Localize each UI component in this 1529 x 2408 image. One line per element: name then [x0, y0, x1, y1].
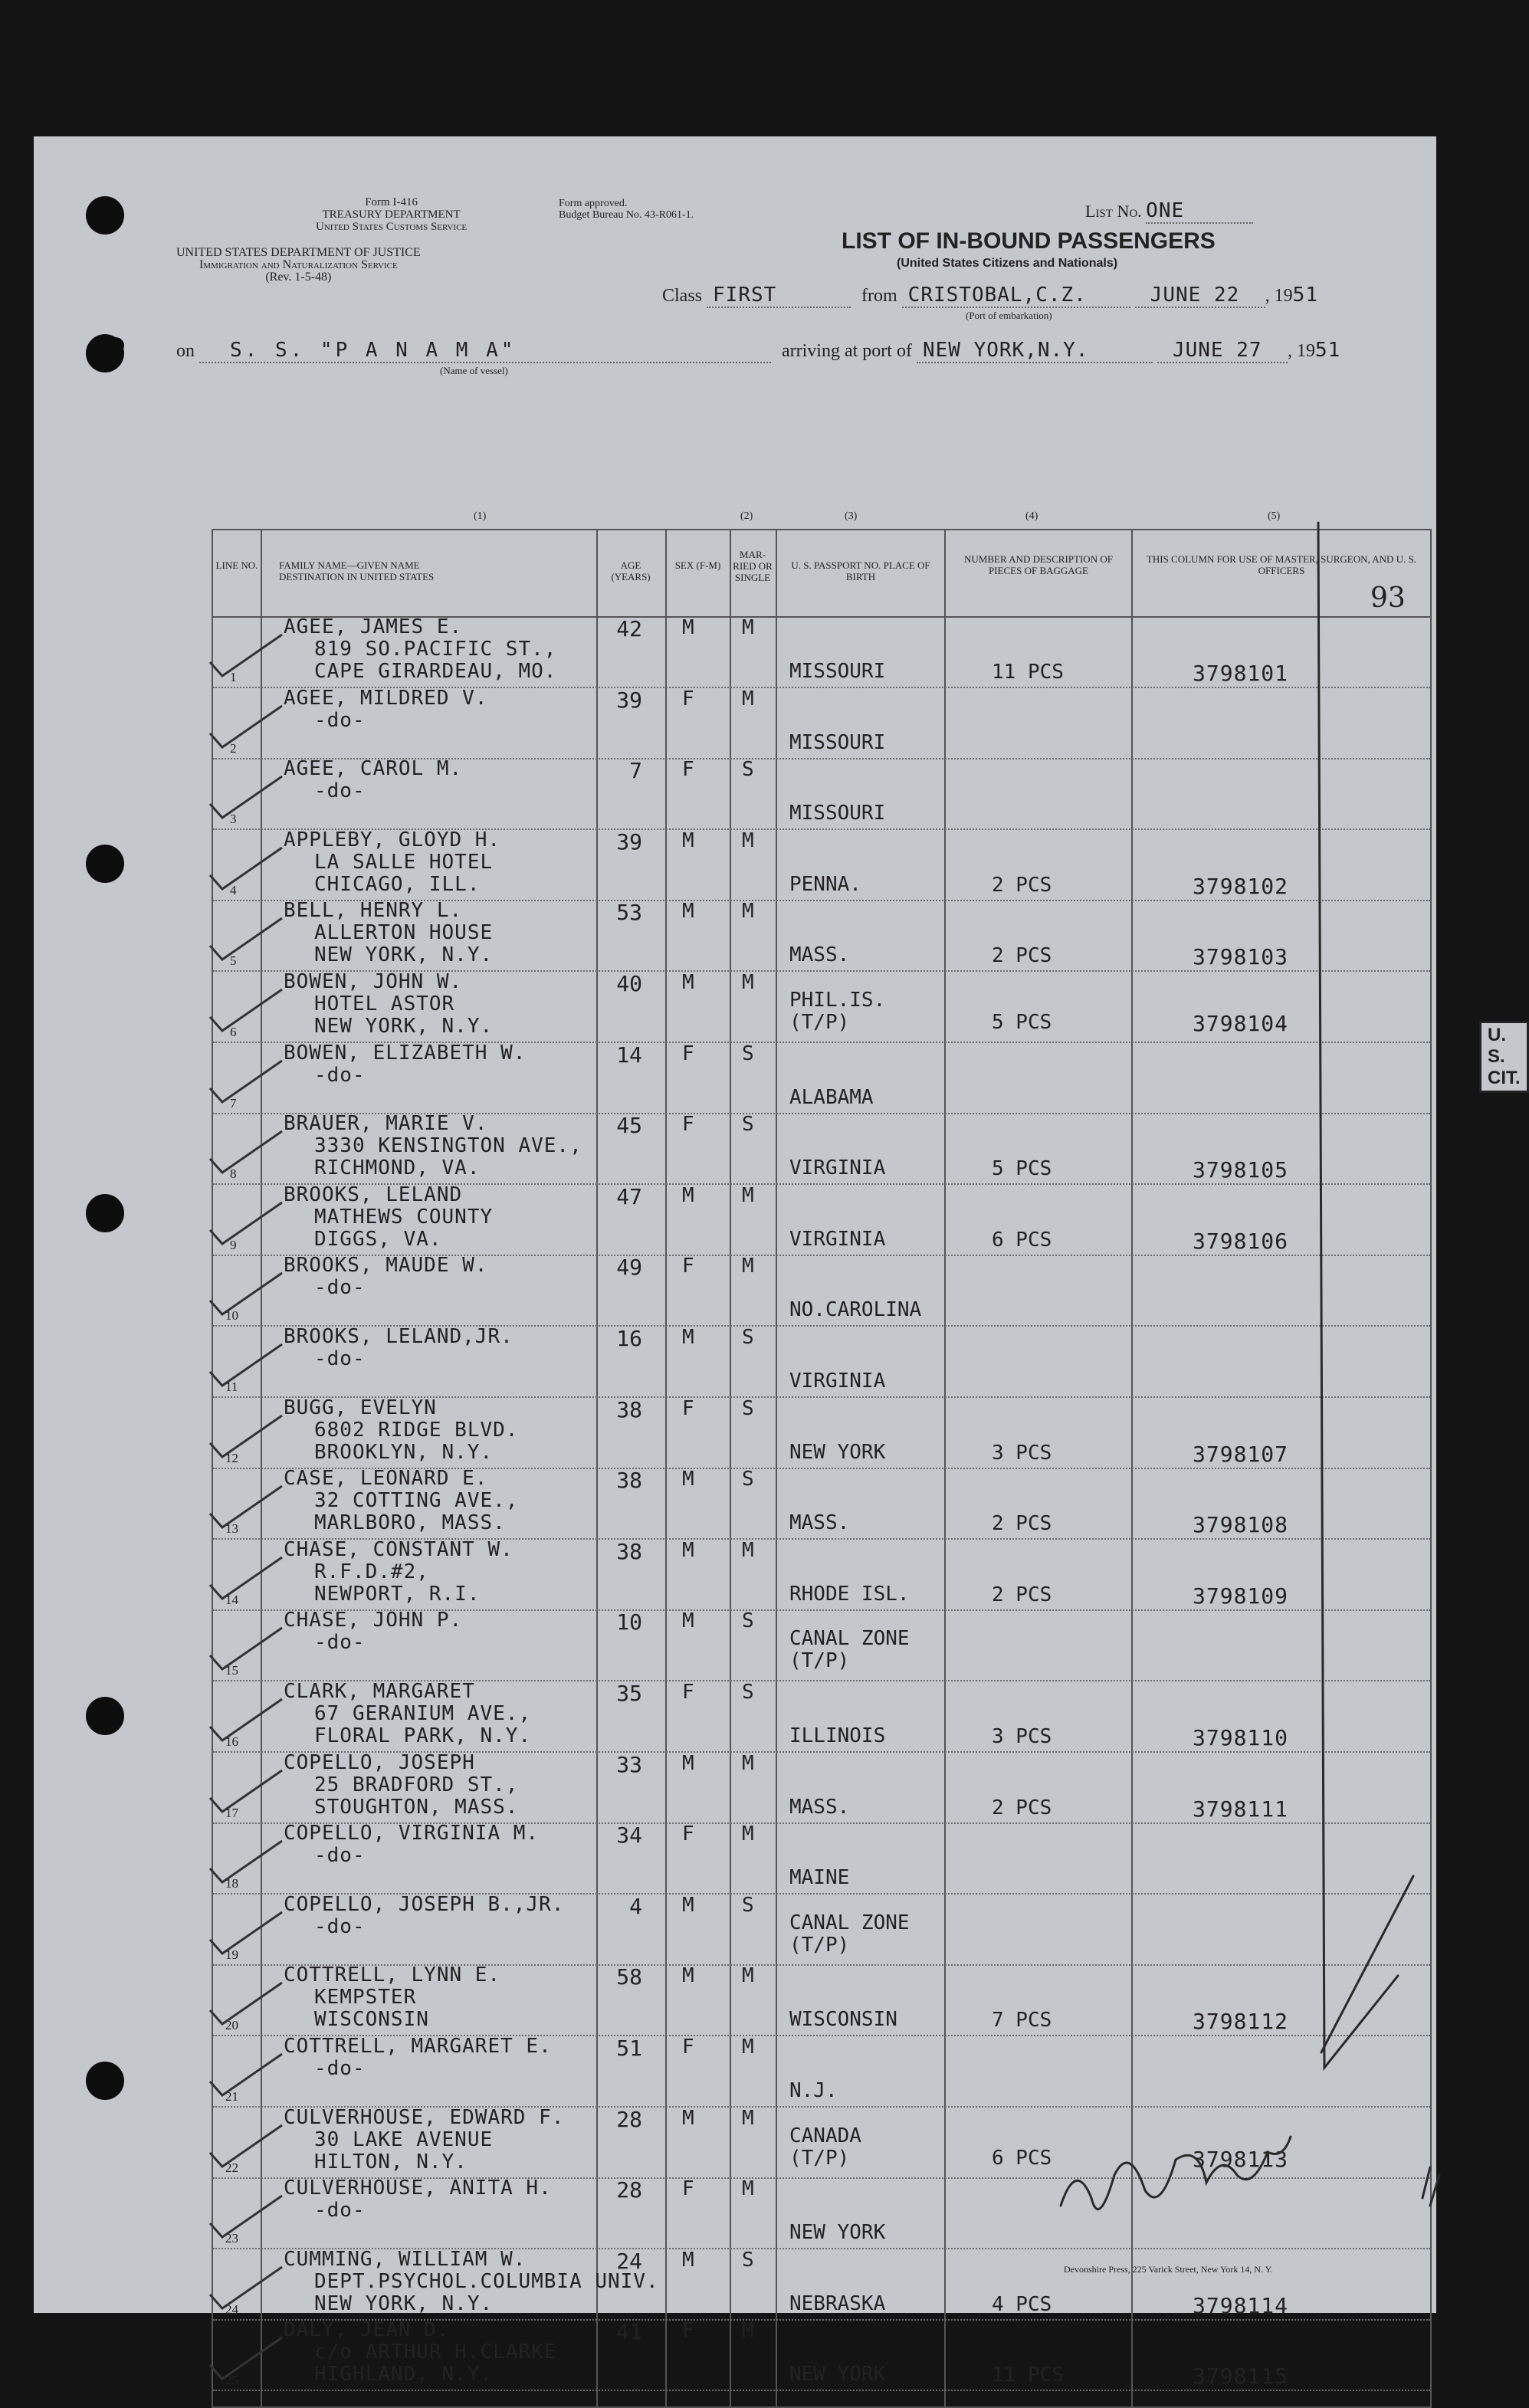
destination-line: FLORAL PARK, N.Y.	[314, 1724, 532, 1747]
marital-status: M	[742, 1751, 754, 1775]
passenger-name: COPELLO, JOSEPH	[284, 1750, 475, 1774]
check-mark-icon	[208, 2334, 285, 2380]
line-number: 17	[225, 1805, 238, 1820]
ink-initials	[1422, 2167, 1439, 2206]
page-number: 93	[1370, 582, 1406, 614]
place-of-birth: RHODE ISL.	[789, 1582, 910, 1606]
sex: M	[682, 1609, 694, 1633]
age: 38	[616, 1538, 642, 1564]
place-of-birth: NEBRASKA	[789, 2292, 886, 2315]
line-number: 2	[230, 740, 237, 756]
place-note: (T/P)	[789, 1933, 850, 1957]
place-of-birth: MAINE	[789, 1866, 850, 1890]
age: 28	[616, 2177, 642, 2203]
approval-line2: Budget Bureau No. 43-R061-1.	[559, 209, 694, 221]
marital-status: S	[742, 2248, 754, 2272]
binder-hole	[86, 1697, 124, 1735]
destination-line: MATHEWS COUNTY	[314, 1205, 494, 1229]
marital-status: S	[742, 1396, 754, 1420]
sex: M	[682, 2106, 694, 2130]
passport-number: 3798114	[1193, 2292, 1289, 2318]
passenger-name: BROOKS, MAUDE W.	[284, 1254, 488, 1278]
age: 47	[616, 1183, 642, 1209]
marital-status: S	[742, 1326, 754, 1349]
passport-number: 3798109	[1193, 1583, 1289, 1609]
form-subtitle: (United States Citizens and Nationals)	[897, 257, 1118, 270]
destination-line: 3330 KENSINGTON AVE.,	[314, 1134, 582, 1158]
sex: M	[682, 1751, 694, 1775]
place-of-birth: CANADA	[789, 2124, 861, 2147]
destination-line: NEW YORK, N.Y.	[314, 943, 494, 967]
list-no-value: ONE	[1146, 199, 1253, 224]
passenger-name: APPLEBY, GLOYD H.	[284, 828, 501, 851]
baggage-pieces: 2 PCS	[992, 1796, 1052, 1819]
sex: F	[682, 1042, 694, 1065]
col-num-1: (1)	[474, 510, 487, 522]
line-number: 24	[225, 2301, 238, 2317]
place-of-birth: NO.CAROLINA	[789, 1298, 922, 1322]
port-of-embarkation: CRISTOBAL,C.Z.	[902, 284, 1130, 308]
line-number: 14	[225, 1592, 238, 1607]
marital-status: S	[742, 1893, 754, 1917]
destination-line: -do-	[314, 1631, 366, 1655]
destination-line: DIGGS, VA.	[314, 1227, 442, 1251]
place-of-birth: CANAL ZONE	[789, 1627, 910, 1651]
destination-line: STOUGHTON, MASS.	[314, 1795, 519, 1819]
marital-status: M	[742, 1822, 754, 1846]
line-number: 13	[225, 1521, 238, 1537]
place-note: (T/P)	[789, 1649, 850, 1673]
binder-hole	[86, 2062, 124, 2100]
justice-dept-title: UNITED STATES DEPARTMENT OF JUSTICE	[176, 246, 421, 259]
baggage-pieces: 11 PCS	[992, 2364, 1064, 2387]
customs-service: United States Customs Service	[316, 221, 468, 233]
marital-status: M	[742, 2036, 754, 2059]
age: 38	[616, 1396, 642, 1422]
col-num-5: (5)	[1268, 510, 1281, 522]
marital-status: M	[742, 1538, 754, 1562]
destination-line: HILTON, N.Y.	[314, 2150, 468, 2173]
form-number-text: Form I-416	[365, 196, 418, 208]
place-of-birth: NEW YORK	[789, 2221, 886, 2245]
header-age: AGE (YEARS)	[611, 559, 651, 582]
destination-line: WISCONSIN	[314, 2008, 429, 2032]
destination-line: -do-	[314, 2057, 366, 2080]
header-married: MAR-RIED OR SINGLE	[733, 549, 773, 583]
baggage-pieces: 4 PCS	[992, 2292, 1052, 2316]
sex: M	[682, 2248, 694, 2272]
age: 35	[616, 1681, 642, 1706]
destination-line: -do-	[314, 1914, 366, 1938]
marital-status: S	[742, 758, 754, 782]
destination-line: -do-	[314, 1063, 366, 1087]
baggage-pieces: 5 PCS	[992, 1157, 1052, 1181]
passport-number: 3798115	[1193, 2364, 1289, 2390]
class-value: FIRST	[707, 284, 851, 308]
binder-hole	[86, 845, 124, 883]
line-number: 11	[225, 1380, 238, 1394]
place-of-birth: PENNA.	[789, 872, 861, 896]
age: 42	[616, 616, 642, 641]
sex: M	[682, 1468, 694, 1491]
line-number: 1	[230, 670, 237, 684]
place-of-birth: CANAL ZONE	[789, 1911, 910, 1934]
age: 38	[616, 1468, 642, 1494]
passenger-name: BRAUER, MARIE V.	[284, 1112, 488, 1136]
passport-number: 3798112	[1193, 2009, 1289, 2035]
from-label: from	[861, 286, 897, 306]
age: 24	[616, 2248, 642, 2274]
sex: M	[682, 1964, 694, 1988]
sex: F	[682, 2036, 694, 2059]
line-number: 12	[225, 1450, 238, 1465]
line-number: 21	[225, 2089, 238, 2104]
passenger-name: CHASE, JOHN P.	[284, 1609, 463, 1632]
age: 33	[616, 1751, 642, 1777]
age: 4	[629, 1893, 642, 1919]
marital-status: M	[742, 1964, 754, 1988]
line-number: 16	[225, 1734, 238, 1749]
destination-line: -do-	[314, 2199, 366, 2223]
age: 16	[616, 1326, 642, 1351]
passenger-name-block	[284, 2319, 556, 2386]
place-of-birth: VIRGINIA	[789, 1227, 886, 1251]
passport-number: 3798103	[1193, 944, 1289, 970]
line-number: 9	[230, 1237, 237, 1252]
destination-line: -do-	[314, 1347, 366, 1370]
place-of-birth: MISSOURI	[789, 730, 886, 754]
baggage-pieces: 5 PCS	[992, 1011, 1052, 1034]
age: 49	[616, 1255, 642, 1281]
destination-line: -do-	[314, 779, 366, 803]
age: 41	[616, 2319, 642, 2345]
passport-number: 3798101	[1193, 661, 1289, 686]
age: 39	[616, 687, 642, 713]
revision: (Rev. 1-5-48)	[265, 271, 332, 284]
approval-line1: Form approved.	[559, 198, 628, 209]
destination-line: 25 BRADFORD ST.,	[314, 1773, 519, 1796]
sex: F	[682, 1822, 694, 1846]
signature-scrawl	[1061, 2137, 1291, 2210]
marital-status: S	[742, 1609, 754, 1633]
line-number: 18	[225, 1876, 238, 1891]
departure-date: JUNE 22	[1135, 284, 1265, 308]
baggage-pieces: 3 PCS	[992, 1725, 1052, 1748]
line-number: 4	[230, 882, 237, 897]
marital-status: M	[742, 2319, 754, 2343]
age: 53	[616, 900, 642, 926]
depart-year: 51	[1292, 284, 1318, 307]
destination-line: LA SALLE HOTEL	[314, 850, 494, 874]
destination-line: NEWPORT, R.I.	[314, 1582, 481, 1606]
place-of-birth: VIRGINIA	[789, 1156, 886, 1180]
destination-line: 6802 RIDGE BLVD.	[314, 1418, 519, 1442]
col-num-3: (3)	[845, 510, 858, 522]
marital-status: M	[742, 2177, 754, 2201]
place-of-birth: N.J.	[789, 2079, 838, 2102]
depart-year-prefix: , 19	[1265, 286, 1293, 306]
age: 28	[616, 2106, 642, 2132]
destination-line: 32 COTTING AVE.,	[314, 1489, 519, 1513]
destination-line: CHICAGO, ILL.	[314, 872, 481, 896]
passenger-name: AGEE, CAROL M.	[284, 757, 463, 781]
header-passport: U. S. PASSPORT NO. PLACE OF BIRTH	[791, 559, 930, 582]
passenger-name: COPELLO, JOSEPH B.,JR.	[284, 1892, 565, 1916]
marital-status: M	[742, 1183, 754, 1207]
baggage-pieces: 2 PCS	[992, 944, 1052, 968]
place-of-birth: MASS.	[789, 943, 850, 967]
destination-line: MARLBORO, MASS.	[314, 1511, 506, 1535]
arrival-date: JUNE 27	[1157, 339, 1288, 363]
passport-number: 3798104	[1193, 1011, 1289, 1036]
destination-line: NEW YORK, N.Y.	[314, 1015, 494, 1038]
marital-status: M	[742, 900, 754, 924]
passenger-name: CULVERHOUSE, ANITA H.	[284, 2177, 552, 2200]
destination-line: ALLERTON HOUSE	[314, 921, 494, 945]
destination-line: RICHMOND, VA.	[314, 1156, 481, 1180]
place-of-birth: WISCONSIN	[789, 2008, 897, 2032]
passenger-name: CASE, LEONARD E.	[284, 1467, 488, 1491]
age: 7	[629, 758, 642, 784]
marital-status: M	[742, 828, 754, 852]
destination-line: c/o ARTHUR H.CLARKE	[314, 2341, 557, 2364]
line-number: 22	[225, 2160, 238, 2175]
check-mark-stroke	[210, 2337, 282, 2379]
age: 39	[616, 828, 642, 855]
handwriting-overlay	[34, 136, 1436, 2313]
passenger-name: CULVERHOUSE, EDWARD F.	[284, 2105, 565, 2129]
passport-number: 3798106	[1193, 1228, 1289, 1254]
header-sex: SEX (F-M)	[674, 559, 721, 571]
arrival-year: 51	[1314, 339, 1341, 362]
header-line-no: LINE NO.	[215, 559, 258, 571]
binder-hole	[86, 196, 124, 235]
sex: M	[682, 971, 694, 994]
sex: M	[682, 1893, 694, 1917]
place-of-birth: MASS.	[789, 1511, 850, 1535]
passenger-name: BROOKS, LELAND,JR.	[284, 1325, 513, 1348]
marital-status: M	[742, 616, 754, 639]
col-num-2: (2)	[740, 510, 753, 522]
passport-number: 3798110	[1193, 1725, 1289, 1750]
destination-line: -do-	[314, 1844, 366, 1868]
place-of-birth: VIRGINIA	[789, 1370, 886, 1393]
table-row	[213, 2319, 1430, 2391]
passport-number: 3798107	[1193, 1441, 1289, 1467]
ink-margin-line	[1318, 523, 1398, 2068]
on-label: on	[176, 341, 195, 361]
sex: F	[682, 2319, 694, 2343]
place-note: (T/P)	[789, 2146, 850, 2170]
destination-line: -do-	[314, 708, 366, 732]
destination-line: BROOKLYN, N.Y.	[314, 1440, 494, 1464]
arrival-year-prefix: , 19	[1287, 341, 1315, 361]
destination-line: HIGHLAND, N.Y.	[314, 2363, 494, 2387]
age: 14	[616, 1042, 642, 1068]
binder-hole-small	[107, 337, 124, 354]
passport-number: 3798113	[1193, 2146, 1289, 2172]
marital-status: M	[742, 2106, 754, 2130]
passenger-name: CUMMING, WILLIAM W.	[284, 2247, 527, 2271]
marital-status: M	[742, 971, 754, 994]
passport-number: 3798105	[1193, 1157, 1289, 1183]
passenger-name: BROOKS, LELAND	[284, 1183, 463, 1206]
baggage-pieces: 11 PCS	[992, 661, 1064, 684]
sex: F	[682, 687, 694, 710]
ink-slash	[1321, 1876, 1413, 2052]
place-of-birth: MISSOURI	[789, 660, 886, 683]
passenger-name: BOWEN, JOHN W.	[284, 970, 463, 993]
line-number: 8	[230, 1166, 237, 1182]
passport-number: 3798111	[1193, 1796, 1289, 1822]
baggage-pieces: 7 PCS	[992, 2009, 1052, 2032]
class-label: Class	[662, 286, 703, 306]
passenger-name: BUGG, EVELYN	[284, 1396, 437, 1419]
baggage-pieces: 3 PCS	[992, 1441, 1052, 1465]
vessel-name: S. S. "P A N A M A"	[199, 339, 771, 363]
passport-number: 3798102	[1193, 873, 1289, 899]
marital-status: S	[742, 1468, 754, 1491]
line-number: 15	[225, 1663, 238, 1678]
marital-status: M	[742, 687, 754, 710]
printer-imprint: Devonshire Press, 225 Varick Street, New York 14, N. Y.	[1064, 2264, 1273, 2275]
destination-line: -do-	[314, 1276, 366, 1300]
line-number: 7	[230, 1095, 237, 1111]
passenger-name: COPELLO, VIRGINIA M.	[284, 1822, 540, 1845]
passport-number: 3798108	[1193, 1512, 1289, 1538]
binder-hole	[86, 1194, 124, 1232]
line-number: 6	[230, 1025, 237, 1039]
passenger-name: AGEE, JAMES E.	[284, 615, 463, 638]
sex: F	[682, 1396, 694, 1420]
sex: F	[682, 1681, 694, 1704]
manifest-sheet	[34, 136, 1521, 2390]
passenger-name: BELL, HENRY L.	[284, 899, 463, 923]
marital-status: S	[742, 1681, 754, 1704]
passenger-name: DALY, JEAN D.	[284, 2318, 450, 2342]
line-number: 19	[225, 1947, 238, 1962]
header-name: FAMILY NAME—GIVEN NAME DESTINATION IN UNITED STATES	[279, 559, 435, 582]
header-officers: THIS COLUMN FOR USE OF MASTER, SURGEON, AND U. S. OFFICERS	[1146, 553, 1417, 576]
baggage-pieces: 2 PCS	[992, 1512, 1052, 1536]
baggage-pieces: 6 PCS	[992, 2146, 1052, 2170]
baggage-pieces: 6 PCS	[992, 1228, 1052, 1252]
place-of-birth: ALABAMA	[789, 1085, 874, 1109]
destination-line: R.F.D.#2,	[314, 1560, 429, 1583]
line-number: 10	[225, 1308, 238, 1324]
place-of-birth: NEW YORK	[789, 2363, 886, 2387]
age: 58	[616, 1964, 642, 1990]
place-of-birth: NEW YORK	[789, 1440, 886, 1464]
place-of-birth-block	[789, 2364, 885, 2386]
passenger-name: CLARK, MARGARET	[284, 1680, 475, 1703]
sex: M	[682, 616, 694, 639]
arriving-label: arriving at port of	[782, 341, 912, 361]
destination-line: CAPE GIRARDEAU, MO.	[314, 660, 557, 683]
sex: M	[682, 1183, 694, 1207]
sex: M	[682, 1538, 694, 1562]
destination-line: DEPT.PSYCHOL.COLUMBIA UNIV.	[314, 2269, 659, 2293]
baggage-pieces: 2 PCS	[992, 1583, 1052, 1606]
destination-line: 30 LAKE AVENUE	[314, 2128, 494, 2151]
treasury-dept: TREASURY DEPARTMENT	[322, 208, 461, 221]
age: 10	[616, 1609, 642, 1635]
destination-line: KEMPSTER	[314, 1986, 417, 2009]
sex: M	[682, 900, 694, 924]
age: 51	[616, 2036, 642, 2061]
line-number: 25	[225, 2373, 238, 2388]
passenger-name: AGEE, MILDRED V.	[284, 686, 488, 710]
passenger-name: CHASE, CONSTANT W.	[284, 1537, 513, 1561]
age: 40	[616, 971, 642, 996]
passenger-name: BOWEN, ELIZABETH W.	[284, 1041, 527, 1065]
port-caption: (Port of embarkation)	[966, 310, 1052, 321]
place-of-birth: ILLINOIS	[789, 1724, 886, 1747]
col-num-4: (4)	[1025, 510, 1038, 522]
baggage-pieces: 2 PCS	[992, 873, 1052, 897]
sex: F	[682, 2177, 694, 2201]
destination-line: 67 GERANIUM AVE.,	[314, 1702, 532, 1725]
age: 34	[616, 1822, 642, 1849]
sex: M	[682, 1326, 694, 1349]
vessel-caption: (Name of vessel)	[440, 365, 508, 376]
sex: F	[682, 1113, 694, 1137]
list-no-label: List No.	[1085, 202, 1142, 221]
line-number: 20	[225, 2018, 238, 2033]
sex: F	[682, 758, 694, 782]
ins-service: Immigration and Naturalization Service	[199, 258, 398, 271]
sex: F	[682, 1255, 694, 1278]
destination-line: HOTEL ASTOR	[314, 992, 455, 1015]
passenger-name: COTTRELL, LYNN E.	[284, 1963, 501, 1987]
header-baggage: NUMBER AND DESCRIPTION OF PIECES OF BAGGAGE	[964, 553, 1113, 576]
destination-line: NEW YORK, N.Y.	[314, 2292, 494, 2315]
destination-line: 819 SO.PACIFIC ST.,	[314, 638, 557, 661]
place-of-birth: MASS.	[789, 1795, 850, 1819]
line-number: 23	[225, 2231, 238, 2246]
place-note: (T/P)	[789, 1011, 850, 1034]
marital-status: S	[742, 1113, 754, 1137]
line-number: 3	[230, 812, 237, 827]
place-of-birth: PHIL.IS.	[789, 989, 886, 1012]
line-number: 5	[230, 953, 237, 969]
passenger-name: COTTRELL, MARGARET E.	[284, 2035, 552, 2058]
place-of-birth: MISSOURI	[789, 802, 886, 825]
sex: M	[682, 828, 694, 852]
arrival-port: NEW YORK,N.Y.	[917, 339, 1153, 363]
us-citizen-stamp: U. S. CIT.	[1479, 1021, 1529, 1093]
form-title: LIST OF IN-BOUND PASSENGERS	[842, 228, 1216, 254]
marital-status: M	[742, 1255, 754, 1278]
age: 45	[616, 1113, 642, 1139]
marital-status: S	[742, 1042, 754, 1065]
